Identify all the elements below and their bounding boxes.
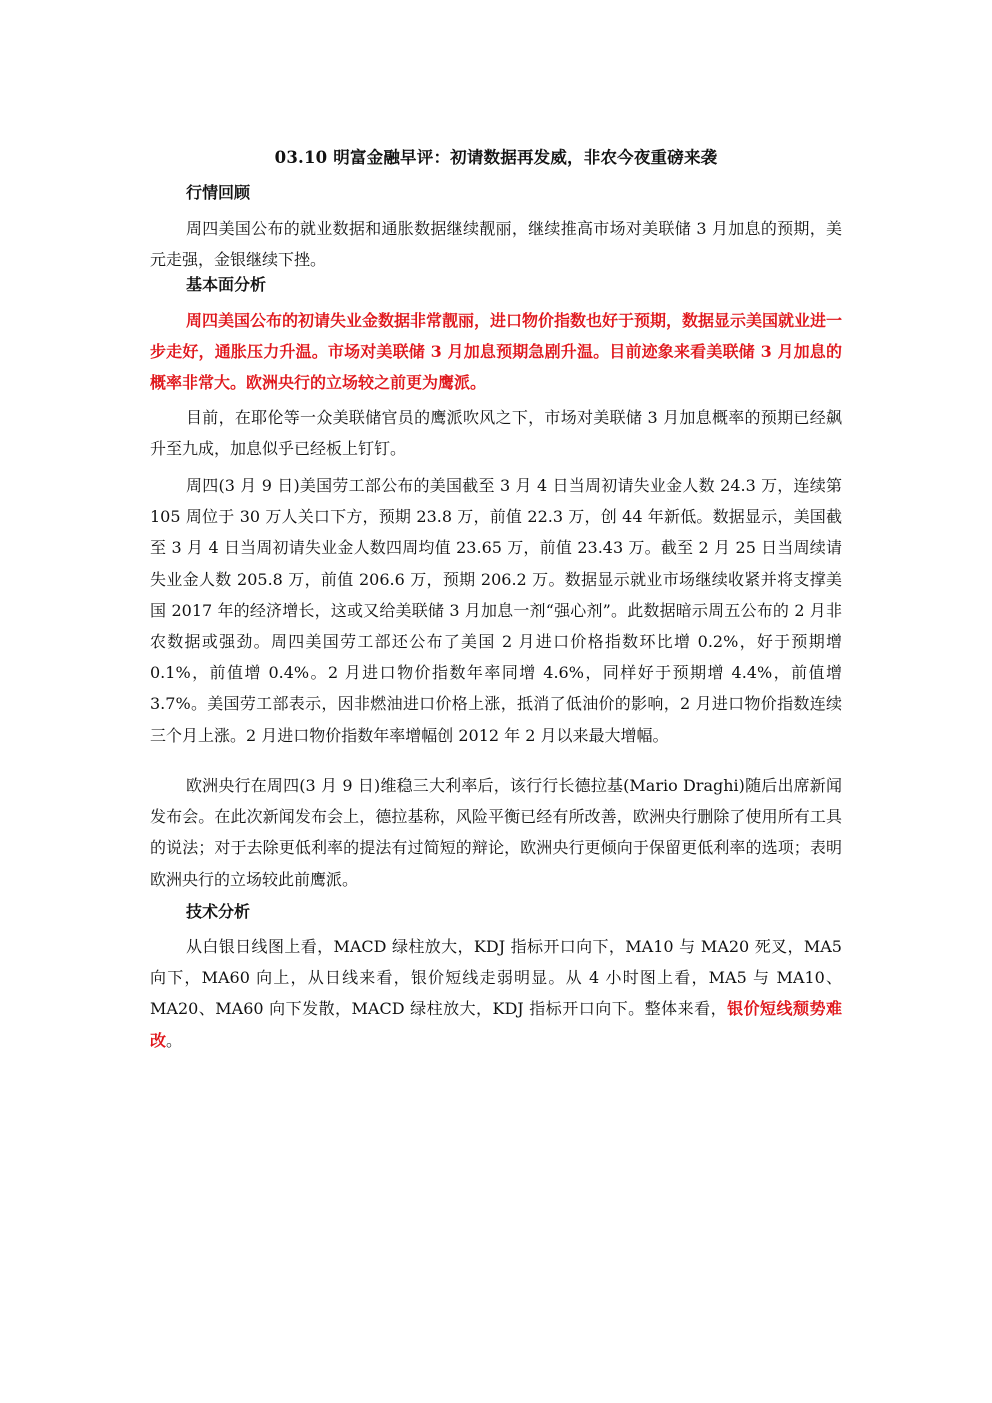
- technical-conclusion-highlight: 银价短线颓势难改: [150, 999, 842, 1050]
- paragraph-fundamentals-3: 欧洲央行在周四(3 月 9 日)维稳三大利率后，该行行长德拉基(Mario Draghi)随后出席新闻发布会。在此次新闻发布会上，德拉基称，风险平衡已经有所改善，欧洲央行删除了使用所有工具的说法；对于去除更低利率的提法有过简短的辩论，欧洲央行更倾向于保留更低利率的选项；表明欧洲央行的立场较此前鹰派。: [150, 776, 842, 889]
- paragraph-technical: [150, 931, 842, 1056]
- technical-end: 。: [166, 1030, 183, 1050]
- paragraph-fundamentals-highlight: 周四美国公布的初请失业金数据非常靓丽，进口物价指数也好于预期，数据显示美国就业进一步走好，通胀压力升温。市场对美联储 3 月加息预期急剧升温。目前迹象来看美联储 3 月加息的概率非常大。欧洲央行的立场较之前更为鹰派。: [150, 311, 843, 393]
- paragraph-fundamentals-1: 目前，在耶伦等一众美联储官员的鹰派吹风之下，市场对美联储 3 月加息概率的预期已经飙升至九成，加息似乎已经板上钉钉。: [150, 408, 842, 459]
- heading-market-review: 行情回顾: [186, 183, 251, 202]
- paragraph-fundamentals-2: 周四(3 月 9 日)美国劳工部公布的美国截至 3 月 4 日当周初请失业金人数 24.3 万，连续第 105 周位于 30 万人关口下方，预期 23.8 万，前值 22.3 万，创 44 年新低。数据显示，美国截至 3 月 4 日当周初请失业金人数四周均值 23.65 万，前值 23.43 万。截至 2 月 25 日当周续请失业金人数 205.8 万，前值 206.6 万，预期 206.2 万。数据显示就业市场继续收紧并将支撑美国 2017 年的经济增长，这或又给美联储 3 月加息一剂“强心剂”。此数据暗示周五公布的 2 月非农数据或强劲。周四美国劳工部还公布了美国 2 月进口价格指数环比增 0.2%，好于预期增 0.1%，前值增 0.4%。2 月进口物价指数年率同增 4.6%，同样好于预期增 4.4%，前值增 3.7%。美国劳工部表示，因非燃油进口价格上涨，抵消了低油价的影响，2 月进口物价指数连续三个月上涨。2 月进口物价指数年率增幅创 2012 年 2 月以来最大增幅。: [150, 476, 842, 745]
- heading-technical: 技术分析: [186, 902, 251, 921]
- document-title: 03.10 明富金融早评：初请数据再发威，非农今夜重磅来袭: [274, 148, 718, 167]
- paragraph-market-review: 周四美国公布的就业数据和通胀数据继续靓丽，继续推高市场对美联储 3 月加息的预期，美元走强，金银继续下挫。: [150, 219, 842, 270]
- technical-text: 从白银日线图上看，MACD 绿柱放大，KDJ 指标开口向下，MA10 与 MA20 死叉，MA5 向下，MA60 向上，从日线来看，银价短线走弱明显。从 4 小时图上看，MA5 与 MA10、MA20、MA60 向下发散，MACD 绿柱放大，KDJ 指标开口向下。整体来看，: [150, 937, 842, 1019]
- heading-fundamentals: 基本面分析: [186, 275, 267, 294]
